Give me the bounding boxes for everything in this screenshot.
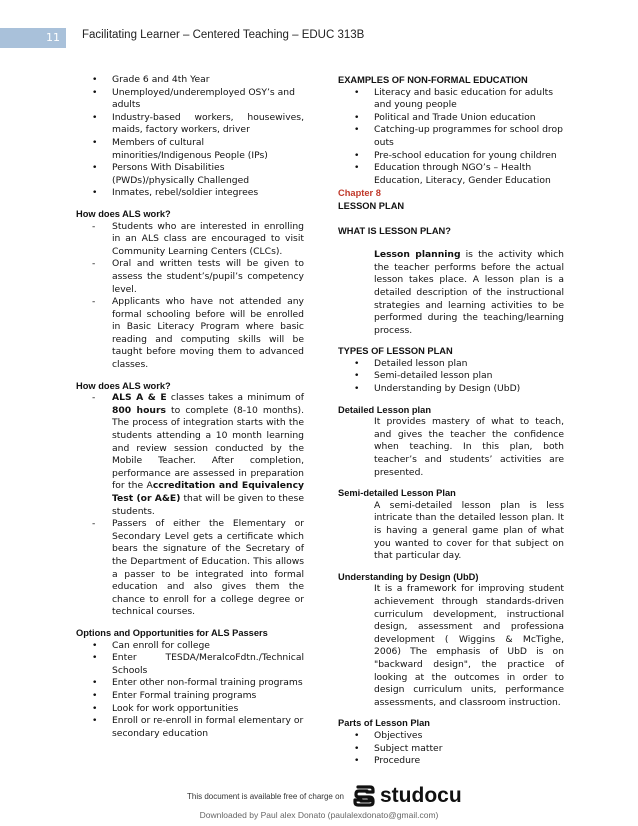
list-item: • Political and Trade Union education [338, 112, 564, 125]
types-list [338, 358, 564, 396]
header-title: Facilitating Learner – Centered Teaching – EDUC 313B [82, 29, 365, 41]
list-item: • Pre-school education for young children [338, 150, 564, 163]
list-item: • Subject matter [338, 743, 564, 756]
list-item: • Education through NGO’s – Health Education, Literacy, Gender Education [338, 162, 564, 187]
list-item: • Members of cultural minorities/Indigenous People (IPs) [76, 137, 304, 162]
options-list [76, 640, 304, 741]
list-item: • Enter TESDA/MeralcoFdtn./Technical Schools [76, 652, 304, 677]
availability-note: This document is available free of charge on [187, 792, 344, 801]
list-item: • Detailed lesson plan [338, 358, 564, 371]
examples-list [338, 87, 564, 188]
list-item: • Can enroll for college [76, 640, 304, 653]
section-heading: Detailed Lesson plan [338, 404, 431, 415]
list-item: - Passers of either the Elementary or Secondary Level gets a certificate which bears the signature of the Secretary of the Department of Education. This allows a passer to be integrated into formal education and also gives them the chance to enroll for a college degree or technical courses. [76, 518, 304, 619]
studocu-logo-icon [352, 784, 376, 808]
list-item: • Enter Formal training programs [76, 690, 304, 703]
list-item: - ALS A & E classes takes a minimum of 800 hours to complete (8-10 months). The process of integration starts with the students attending a 10 month learning and review session conducted by the Mobile Teacher. After completion, performance are assessed in preparation for the Accreditation and Equivalency Test (or A&E) that will be given to these students. [76, 392, 304, 518]
list-item: • Persons With Disabilities (PWDs)/physically Challenged [76, 162, 304, 187]
list-item: - Students who are interested in enrolling in an ALS class are encouraged to visit Community Learning Centers (CLCs). [76, 221, 304, 259]
section-heading: Options and Opportunities for ALS Passers [76, 627, 268, 638]
paragraph: A semi-detailed lesson plan is less intricate than the detailed lesson plan. It is having a general game plan of what you wanted to cover for that subject on that particular day. [374, 499, 564, 562]
download-note: Downloaded by Paul alex Donato (paulalexdonato@gmail.com) [199, 810, 439, 820]
chapter-label: Chapter 8 [338, 188, 381, 199]
list-item: • Unemployed/underemployed OSY’s and adults [76, 87, 304, 112]
list-item: - Oral and written tests will be given to assess the student’s/pupil’s competency level. [76, 258, 304, 296]
learner-list [76, 74, 304, 200]
list-item: • Understanding by Design (UbD) [338, 383, 564, 396]
list-item: • Semi-detailed lesson plan [338, 370, 564, 383]
page-header [0, 28, 638, 48]
paragraph: It provides mastery of what to teach, and gives the teacher the confidence when teaching. In this plan, both teacher’s and students’ activities are presented. [374, 416, 564, 478]
paragraph: It is a framework for improving student achievement through standards-driven curriculum development, instructional design, assessment and professiona development ( Wiggins & McTighe, 2006) The emphasis of UbD is on "backward design", the practice of looking at the outcomes in order to design curriculum units, performance assessments, and classroom instruction. [374, 583, 564, 708]
dash-list [76, 221, 304, 372]
page-footer [0, 784, 638, 808]
list-item: • Objectives [338, 730, 564, 743]
section-heading: Semi-detailed Lesson Plan [338, 488, 456, 499]
section-heading: TYPES OF LESSON PLAN [338, 346, 453, 357]
section-heading: Understanding by Design (UbD) [338, 571, 479, 582]
parts-list [338, 730, 564, 768]
right-column [338, 74, 564, 768]
list-item: • Look for work opportunities [76, 703, 304, 716]
section-heading: How does ALS work? [76, 208, 171, 219]
list-item: - Applicants who have not attended any formal schooling before will be enrolled in Basic Literacy Program where basic reading and computing skills will be taught before moving them to advanced classes. [76, 296, 304, 372]
list-item: • Enter other non-formal training programs [76, 677, 304, 690]
section-heading: WHAT IS LESSON PLAN? [338, 225, 451, 236]
list-item: • Literacy and basic education for adults and young people [338, 87, 564, 112]
list-item: • Catching-up programmes for school drop outs [338, 124, 564, 149]
list-item: • Inmates, rebel/soldier integrees [76, 187, 304, 200]
section-heading: EXAMPLES OF NON-FORMAL EDUCATION [338, 75, 528, 85]
section-heading: Parts of Lesson Plan [338, 718, 430, 729]
left-column [76, 74, 304, 740]
list-item: • Enroll or re-enroll in formal elementary or secondary education [76, 715, 304, 740]
list-item: • Procedure [338, 755, 564, 768]
list-item: • Grade 6 and 4th Year [76, 74, 304, 87]
lesson-plan-definition: Lesson planning is the activity which the teacher performs before the actual lesson takes place. A lesson plan is a detailed description of the instructional strategies and learning activities to be performed during the teaching/learning process. [374, 249, 564, 336]
chapter-title: LESSON PLAN [338, 200, 405, 211]
list-item: • Industry-based workers, housewives, maids, factory workers, driver [76, 112, 304, 137]
studocu-wordmark: studocu [380, 784, 462, 807]
section-heading: How does ALS work? [76, 380, 171, 391]
page-number: 11 [0, 28, 66, 48]
dash-list [76, 392, 304, 619]
